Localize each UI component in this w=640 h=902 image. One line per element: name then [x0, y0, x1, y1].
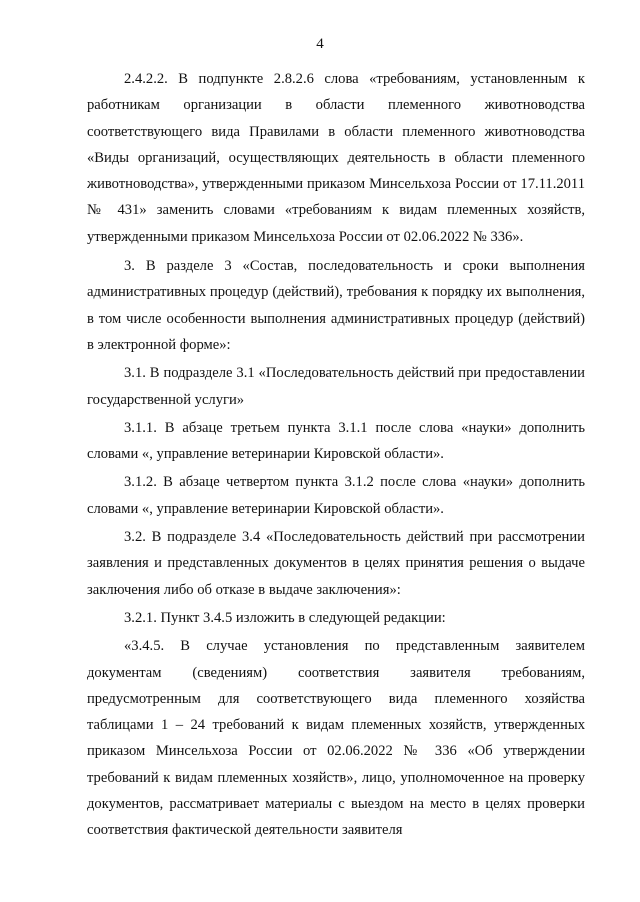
- paragraph-3-4-5: «3.4.5. В случае установления по представленным заявителем документам (сведениям) соответствия заявителя требованиям, предусмотренным для соответствующего вида племенного хозяйства таблицами 1 – 24 требований к видам племенных хозяйств, утвержденных приказом Минсельхоза России от 02.06.2022 № 336 «Об утверждении требований к видам племенных хозяйств», лицо, уполномоченное на проверку документов, рассматривает материалы с выездом на место в целях проверки соответствия фактической деятельности заявителя: [87, 638, 585, 839]
- document-body: [87, 66, 585, 846]
- paragraph-2-4-2-2: 2.4.2.2. В подпункте 2.8.2.6 слова «требованиям, установленным к работникам организации в области племенного животноводства соответствующего вида Правилами в области племенного животноводства «Виды организаций, осуществляющих деятельность в области племенного животноводства», утвержденными приказом Минсельхоза России от 17.11.2011 № 431» заменить словами «требованиям к видам племенных хозяйств, утвержденными приказом Минсельхоза России от 02.06.2022 № 336».: [87, 71, 585, 245]
- paragraph-3-1-2: 3.1.2. В абзаце четвертом пункта 3.1.2 после слова «науки» дополнить словами «, управление ветеринарии Кировской области».: [87, 474, 585, 517]
- paragraph-3: 3. В разделе 3 «Состав, последовательность и сроки выполнения административных процедур (действий), требования к порядку их выполнения, в том числе особенности выполнения административных процедур (действий) в электронной форме»:: [87, 258, 585, 353]
- paragraph-3-2: 3.2. В подразделе 3.4 «Последовательность действий при рассмотрении заявления и представленных документов в целях принятия решения о выдаче заключения либо об отказе в выдаче заключения»:: [87, 529, 585, 598]
- paragraph-3-2-1: 3.2.1. Пункт 3.4.5 изложить в следующей редакции:: [124, 609, 446, 626]
- paragraph-3-1-1: 3.1.1. В абзаце третьем пункта 3.1.1 после слова «науки» дополнить словами «, управление ветеринарии Кировской области».: [87, 419, 585, 463]
- paragraph-3-1: 3.1. В подразделе 3.1 «Последовательность действий при предоставлении государственной услуги»: [87, 365, 585, 408]
- page-number: 4: [316, 36, 324, 52]
